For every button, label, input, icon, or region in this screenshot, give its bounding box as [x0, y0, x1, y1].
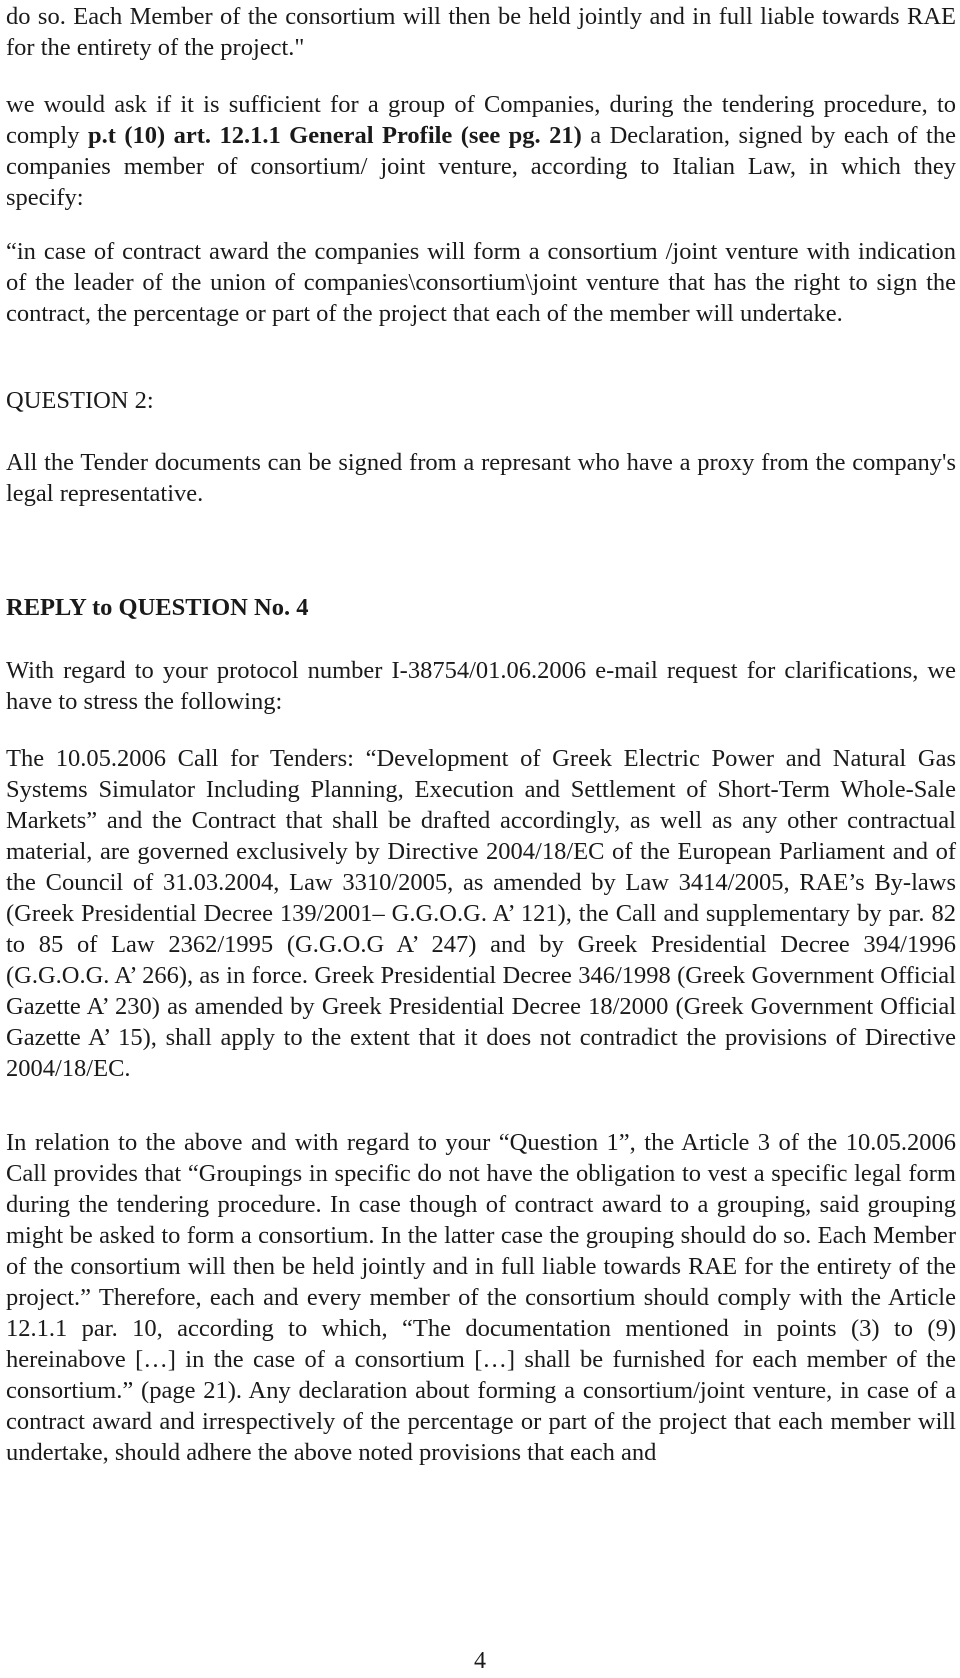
- bold-reference: p.t (10) art. 12.1.1 General Profile (see pg. 21): [87, 122, 582, 149]
- paragraph-consortium-liability: [6, 1, 956, 63]
- paragraph-question-request: [6, 89, 956, 213]
- question-2-text: [6, 447, 956, 509]
- paragraph-text-part: we would ask if it is sufficient for a group of Companies, during the tendering procedure, to comply: [6, 91, 956, 149]
- paragraph-text: With regard to your protocol number I-38754/01.06.2006 e-mail request for clarifications, we have to stress the following:: [6, 657, 956, 715]
- paragraph-text-part: a Declaration, signed by each of the companies member of consortium/ joint venture, according to Italian Law, in which they specify:: [6, 122, 956, 211]
- reply-paragraph-1: [6, 655, 956, 717]
- paragraph-text: do so. Each Member of the consortium will then be held jointly and in full liable towards RAE for the entirety of the project.": [6, 3, 956, 61]
- paragraph-quoted-declaration: [6, 236, 956, 329]
- heading-text: REPLY to QUESTION No. 4: [6, 594, 309, 621]
- reply-heading: [6, 592, 956, 623]
- question-2-heading: [6, 385, 956, 416]
- paragraph-text: The 10.05.2006 Call for Tenders: “Development of Greek Electric Power and Natural Gas Systems Simulator Including Planning, Execution and Settlement of Short-Term Whole-Sale Markets” and the Contract that shall be drafted accordingly, as well as any other contractual material, are governed exclusively by Directive 2004/18/EC of the European Parliament and of the Council of 31.03.2004, Law 3310/2005, as amended by Law 3414/2005, RAE’s By-laws (Greek Presidential Decree 139/2001– G.G.O.G. A’ 121), the Call and supplementary by par. 82 to 85 of Law 2362/1995 (G.G.O.G A’ 247) and by Greek Presidential Decree 394/1996 (G.G.O.G. A’ 266), as in force. Greek Presidential Decree 346/1998 (Greek Government Official Gazette A’ 230) as amended by Greek Presidential Decree 18/2000 (Greek Government Official Gazette A’ 15), shall apply to the extent that it does not contradict the provisions of Directive 2004/18/EC.: [6, 745, 956, 1082]
- paragraph-text: In relation to the above and with regard to your “Question 1”, the Article 3 of the 10.05.2006 Call provides that “Groupings in specific do not have the obligation to vest a specific legal form during the tendering procedure. In case though of contract award to a grouping, said grouping might be asked to form a consortium. In the latter case the grouping should do so. Each Member of the consortium will then be held jointly and in full liable towards RAE for the entirety of the project.” Therefore, each and every member of the consortium should comply with the Article 12.1.1 par. 10, according to which, “The documentation mentioned in points (3) to (9) hereinabove […] in the case of a consortium […] shall be furnished for each member of the consortium.” (page 21). Any declaration about forming a consortium/joint venture, in case of a contract award and irrespectively of the percentage or part of the project that each member will undertake, should adhere the above noted provisions that each and: [6, 1129, 956, 1466]
- paragraph-text: All the Tender documents can be signed from a represant who have a proxy from the company's legal representative.: [6, 449, 956, 507]
- heading-text: QUESTION 2:: [6, 387, 154, 414]
- paragraph-text: “in case of contract award the companies will form a consortium /joint venture with indication of the leader of the union of companies\consortium\joint venture that has the right to sign the contract, the percentage or part of the project that each of the member will undertake.: [6, 238, 956, 327]
- page-number: 4: [474, 1648, 486, 1674]
- reply-paragraph-3: [6, 1127, 956, 1468]
- reply-paragraph-2: [6, 743, 956, 1084]
